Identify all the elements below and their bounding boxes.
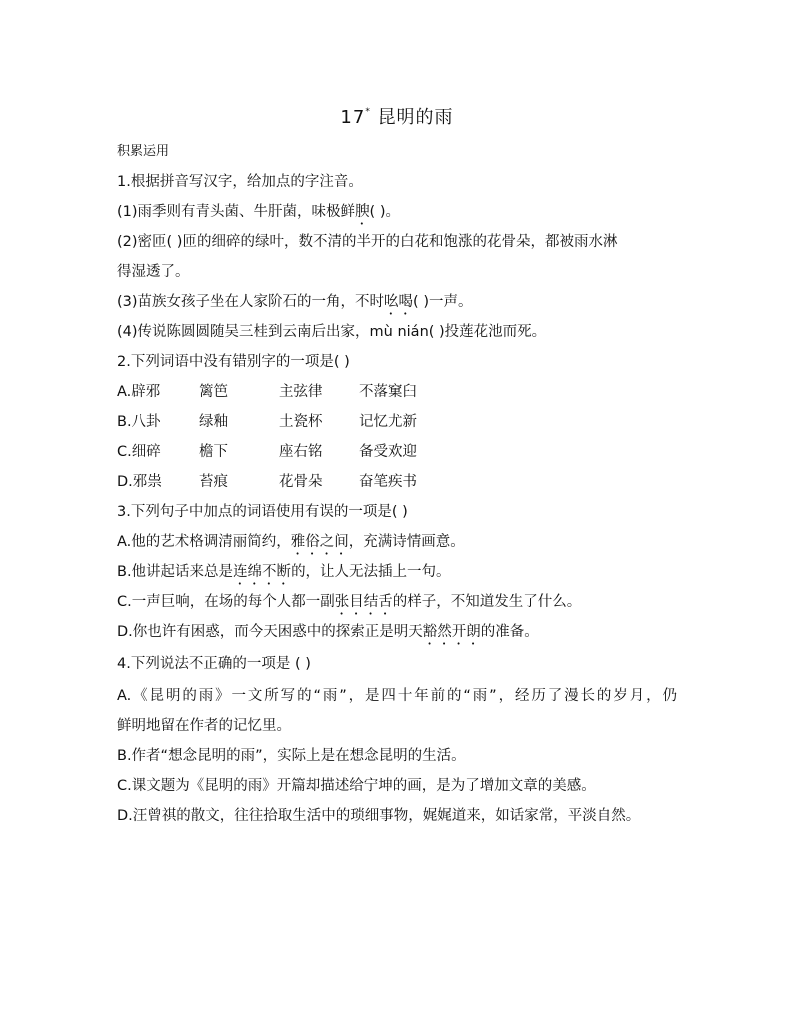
question-1-item-2: (2)密匝( )匝的细碎的绿叶，数不清的半开的白花和饱涨的花骨朵，都被雨水淋 xyxy=(117,234,618,250)
text: A.他的艺术格调清丽简约， xyxy=(117,534,291,550)
word: 苔痕 xyxy=(199,474,228,490)
question-2-option-d xyxy=(117,473,417,491)
dotted-phrase: 连绵不断 xyxy=(233,564,292,580)
self-study-mark: * xyxy=(365,107,371,117)
question-4-option-a-cont: 鲜明地留在作者的记忆里。 xyxy=(117,718,291,734)
question-4-option-b: B.作者“想念昆明的雨”，实际上是在想念昆明的生活。 xyxy=(117,748,466,764)
question-4-option-d: D.汪曾祺的散文，往往拾取生活中的琐细事物，娓娓道来，如话家常，平淡自然。 xyxy=(117,808,641,824)
word: D.邪祟 xyxy=(117,474,162,490)
text: 的，让人无法插上一句。 xyxy=(291,564,451,580)
word: 绿釉 xyxy=(199,414,228,430)
text: ( )。 xyxy=(369,204,400,220)
question-2-option-c xyxy=(117,443,417,461)
question-3-stem: 3.下列句子中加点的词语使用有误的一项是( ) xyxy=(117,504,408,520)
lesson-title: 昆明的雨 xyxy=(377,107,454,128)
word: 花骨朵 xyxy=(279,474,323,490)
text: 的准备。 xyxy=(480,624,539,640)
text: ( )一声。 xyxy=(413,294,473,310)
word: 不落窠臼 xyxy=(359,384,417,400)
text: (1)雨季则有青头菌、牛肝菌，味极鲜 xyxy=(117,204,356,220)
word: 座右铭 xyxy=(279,444,323,460)
question-1-item-2-cont: 得湿透了。 xyxy=(117,264,190,280)
question-4-stem: 4.下列说法不正确的一项是 ( ) xyxy=(117,656,311,672)
text: D.你也许有困惑，而今天困惑中的探索正是明天 xyxy=(117,624,423,640)
question-1-item-3 xyxy=(117,293,472,318)
dotted-character: 腴 xyxy=(355,204,370,220)
question-2-option-a xyxy=(117,383,417,401)
word: 记忆尤新 xyxy=(359,414,417,430)
word: 备受欢迎 xyxy=(359,444,417,460)
section-heading: 积累运用 xyxy=(117,144,170,159)
word: 奋笔疾书 xyxy=(359,474,417,490)
lesson-number: 17 xyxy=(340,107,366,128)
question-3-option-b xyxy=(117,563,451,588)
page-title xyxy=(0,103,794,129)
word: 主弦律 xyxy=(279,384,323,400)
dotted-word: 吆喝 xyxy=(384,294,414,310)
text: ，充满诗情画意。 xyxy=(348,534,465,550)
question-4-option-a: A.《昆明的雨》一文所写的“雨”，是四十年前的“雨”，经历了漫长的岁月，仍 xyxy=(117,688,677,704)
question-1-item-1 xyxy=(117,203,400,228)
word: 土瓷杯 xyxy=(279,414,323,430)
text: (3)苗族女孩子坐在人家阶石的一角，不时 xyxy=(117,294,385,310)
dotted-phrase: 雅俗之间 xyxy=(290,534,349,550)
dotted-phrase: 张目结舌 xyxy=(334,594,393,610)
question-3-option-c xyxy=(117,593,581,618)
question-1-item-4: (4)传说陈圆圆随吴三桂到云南后出家，mù nián( )投莲花池而死。 xyxy=(117,324,547,340)
question-2-stem: 2.下列词语中没有错别字的一项是( ) xyxy=(117,354,350,370)
question-4-option-c: C.课文题为《昆明的雨》开篇却描述给宁坤的画，是为了增加文章的美感。 xyxy=(117,778,596,794)
question-1-stem: 1.根据拼音写汉字，给加点的字注音。 xyxy=(117,174,363,190)
question-2-option-b xyxy=(117,413,417,431)
dotted-phrase: 豁然开朗 xyxy=(422,624,481,640)
question-3-option-a xyxy=(117,533,465,558)
word: B.八卦 xyxy=(117,414,161,430)
word: 檐下 xyxy=(199,444,228,460)
question-3-option-d xyxy=(117,623,539,648)
text: B.他讲起话来总是 xyxy=(117,564,234,580)
word: C.细碎 xyxy=(117,444,161,460)
text: 的样子，不知道发生了什么。 xyxy=(392,594,582,610)
text: C.一声巨响，在场的每个人都一副 xyxy=(117,594,335,610)
word: 篱笆 xyxy=(199,384,228,400)
word: A.辟邪 xyxy=(117,384,161,400)
